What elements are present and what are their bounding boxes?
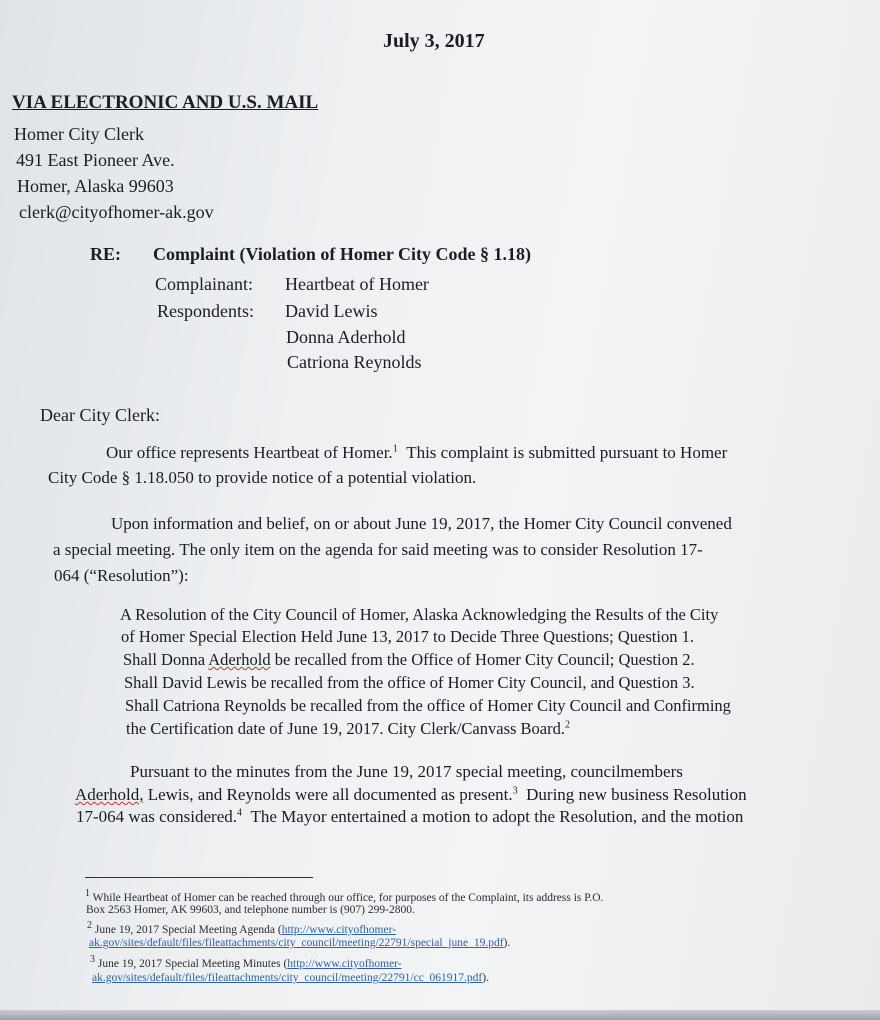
paragraph-3-line: Pursuant to the minutes from the June 19, 2017 special meeting, councilmembers <box>130 762 683 781</box>
footnote-3-link[interactable]: http://www.cityofhomer- <box>287 957 402 970</box>
footnote-3-line: $^3$ June 19, 2017 Special Meeting Minutes (http://www.cityofhomer- <box>90 954 402 970</box>
paragraph-2-line: 064 (“Resolution”): <box>54 566 189 585</box>
block-quote-line: Shall Catriona Reynolds be recalled from the office of Homer City Council and Confirming <box>125 696 731 715</box>
salutation: Dear City Clerk: <box>40 405 160 425</box>
footnote-mark: 4 <box>237 807 242 819</box>
re-subject: Complaint (Violation of Homer City Code § 1.18) <box>153 244 531 264</box>
respondent-item: Catriona Reynolds <box>287 352 422 372</box>
recipient-street: 491 East Pioneer Ave. <box>16 150 175 170</box>
footnote-mark: 3 <box>512 785 518 797</box>
footnote-mark: 2 <box>565 719 570 731</box>
paragraph-1-line: City Code § 1.18.050 to provide notice of a potential violation. <box>48 468 477 487</box>
respondent-item: David Lewis <box>285 301 378 321</box>
block-quote-line: A Resolution of the City Council of Homer, Alaska Acknowledging the Results of the City <box>120 605 719 624</box>
recipient-city: Homer, Alaska 99603 <box>17 176 174 196</box>
respondent-item: Donna Aderhold <box>286 327 406 347</box>
footnote-3-link[interactable]: ak.gov/sites/default/files/fileattachments/city_council/meeting/22791/cc_061917.pdf <box>92 972 483 984</box>
re-label: RE: <box>90 244 121 264</box>
footnote-2-line: ak.gov/sites/default/files/fileattachments/city_council/meeting/22791/special_june_19.pdf). <box>89 937 511 949</box>
recipient-name: Homer City Clerk <box>14 124 144 144</box>
footnote-1-line: $^1$ While Heartbeat of Homer can be reached through our office, for purposes of the Complaint, its address is P.O. <box>85 888 604 904</box>
delivery-method: VIA ELECTRONIC AND U.S. MAIL <box>12 92 319 113</box>
footnote-2-link[interactable]: ak.gov/sites/default/files/fileattachments/city_council/meeting/22791/special_june_19.pdf <box>89 937 504 949</box>
block-quote-line: Shall Donna Aderhold be recalled from the Office of Homer City Council; Question 2. <box>123 650 695 669</box>
complainant-label: Complainant: <box>155 274 253 294</box>
paragraph-3-line: Aderhold, Lewis, and Reynolds were all documented as present.$^3$ During new business Resolution <box>75 785 747 804</box>
footnote-separator <box>85 877 313 878</box>
block-quote-line: of Homer Special Election Held June 13, 2017 to Decide Three Questions; Question 1. <box>121 627 694 646</box>
paragraph-2-line: Upon information and belief, on or about June 19, 2017, the Homer City Council convened <box>111 514 732 533</box>
letter-date: July 3, 2017 <box>383 30 485 52</box>
block-quote-line: Shall David Lewis be recalled from the office of Homer City Council, and Question 3. <box>124 673 695 692</box>
footnote-mark: 1 <box>392 443 398 455</box>
footnote-1-line: Box 2563 Homer, AK 99603, and telephone number is (907) 299-2800. <box>86 904 415 916</box>
paragraph-2-line: a special meeting. The only item on the agenda for said meeting was to consider Resolution 17- <box>53 540 703 559</box>
paragraph-1-line: Our office represents Heartbeat of Homer.$^1$ This complaint is submitted pursuant to Homer <box>106 443 728 462</box>
footnote-2-link[interactable]: http://www.cityofhomer- <box>281 923 397 936</box>
block-quote-line: the Certification date of June 19, 2017. City Clerk/Canvass Board.$^2$ <box>126 719 570 738</box>
monitor-bezel <box>0 1010 880 1020</box>
recipient-email: clerk@cityofhomer-ak.gov <box>19 202 214 222</box>
complainant-name: Heartbeat of Homer <box>285 274 429 294</box>
footnote-2-line: $^2$ June 19, 2017 Special Meeting Agenda (http://www.cityofhomer- <box>87 920 397 936</box>
footnote-3-line: ak.gov/sites/default/files/fileattachments/city_council/meeting/22791/cc_061917.pdf). <box>92 972 489 984</box>
respondents-label: Respondents: <box>157 301 254 321</box>
paragraph-3-line: 17-064 was considered.$^4$ The Mayor entertained a motion to adopt the Resolution, and the motion <box>76 807 744 826</box>
